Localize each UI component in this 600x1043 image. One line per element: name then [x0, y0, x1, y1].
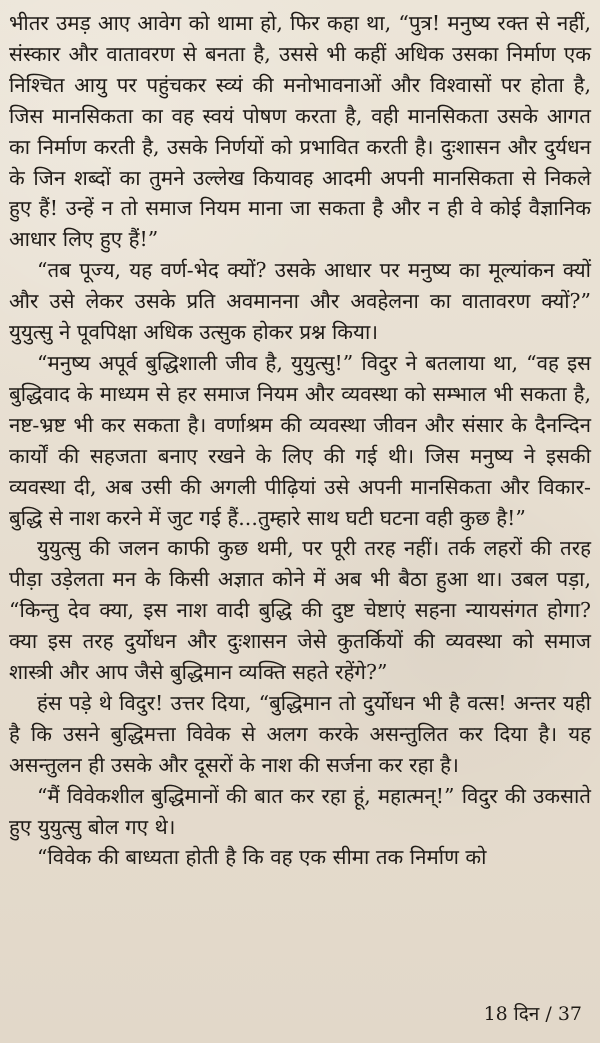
- paragraph-5: हंस पड़े थे विदुर! उत्तर दिया, “बुद्धिमान तो दुर्योधन भी है वत्स! अन्तर यही है कि उसने बुद्धिमत्ता विवेक से अलग करके असन्तुलित कर दिया है। यह असन्तुलन ही उसके और दूसरों के नाश की सर्जना कर रहा है।: [9, 690, 591, 777]
- paragraph-1: भीतर उमड़ आए आवेग को थामा हो, फिर कहा था, “पुत्र! मनुष्य रक्त से नहीं, संस्कार और वातावरण से बनता है, उससे भी कहीं अधिक उसका निर्माण एक निश्चित आयु पर पहुंचकर स्व्यं की मनोभावनाओं और विश्वासों पर होता है, जिस मानसिकता का वह स्वयं पोषण करता है, वही मानसिकता उसके आगत का निर्माण करती है, उसके निर्णयों को प्रभावित करती है। दुःशासन और दुर्यधन के जिन शब्दों का तुमने उल्लेख कियावह आदमी अपनी मानसिकता से निकले हुए हैं! उन्हें न तो समाज नियम माना जा सकता है और न ही वे कोई वैज्ञानिक आधार लिए हुए हैं!”: [9, 11, 591, 252]
- paragraph-3: “मनुष्य अपूर्व बुद्धिशाली जीव है, युयुत्सु!” विदुर ने बतलाया था, “वह इस बुद्धिवाद के माध्यम से हर समाज नियम और व्यवस्था को सम्भाल भी सकता है, नष्ट-भ्रष्ट भी कर सकता है। वर्णाश्रम की व्यवस्था जीवन और संसार के दैनन्दिन कार्यों की सहजता बनाए रखने के लिए की गई थी। जिस मनुष्य ने इसकी व्यवस्था दी, अब उसी की अगली पीढ़ियां उसे अपनी मानसिकता और विकार-बुद्धि से नाश करने में जुट गई हैं...तुम्हारे साथ घटी घटना वही कुछ है!”: [9, 350, 591, 530]
- paragraph-6: “मैं विवेकशील बुद्धिमानों की बात कर रहा हूं, महात्मन्!” विदुर की उकसाते हुए युयुत्सु बोल गए थे।: [9, 783, 591, 839]
- paragraph-2: “तब पूज्य, यह वर्ण-भेद क्यों? उसके आधार पर मनुष्य का मूल्यांकन क्यों और उसे लेकर उसके प्रति अवमानना और अवहेलना का वातावरण क्यों?” युयुत्सु ने पूवपिक्षा अधिक उत्सुक होकर प्रश्न किया।: [9, 258, 591, 345]
- page-body: [9, 8, 591, 873]
- paragraph-7: “विवेक की बाध्यता होती है कि वह एक सीमा तक निर्माण को: [37, 845, 487, 870]
- paragraph-4: युयुत्सु की जलन काफी कुछ थमी, पर पूरी तरह नहीं। तर्क लहरों की तरह पीड़ा उड़ेलता मन के किसी अज्ञात कोने में अब भी बैठा हुआ था। उबल पड़ा, “किन्तु देव क्या, इस नाश वादी बुद्धि की दुष्ट चेष्टाएं सहना न्यायसंगत होगा? क्या इस तरह दुर्योधन और दुःशासन जेसे कुतर्कियों की व्यवस्था को समाज शास्त्री और आप जैसे बुद्धिमान व्यक्ति सहते रहेंगे?”: [9, 536, 591, 685]
- page-footer: 18 दिन / 37: [483, 1003, 582, 1025]
